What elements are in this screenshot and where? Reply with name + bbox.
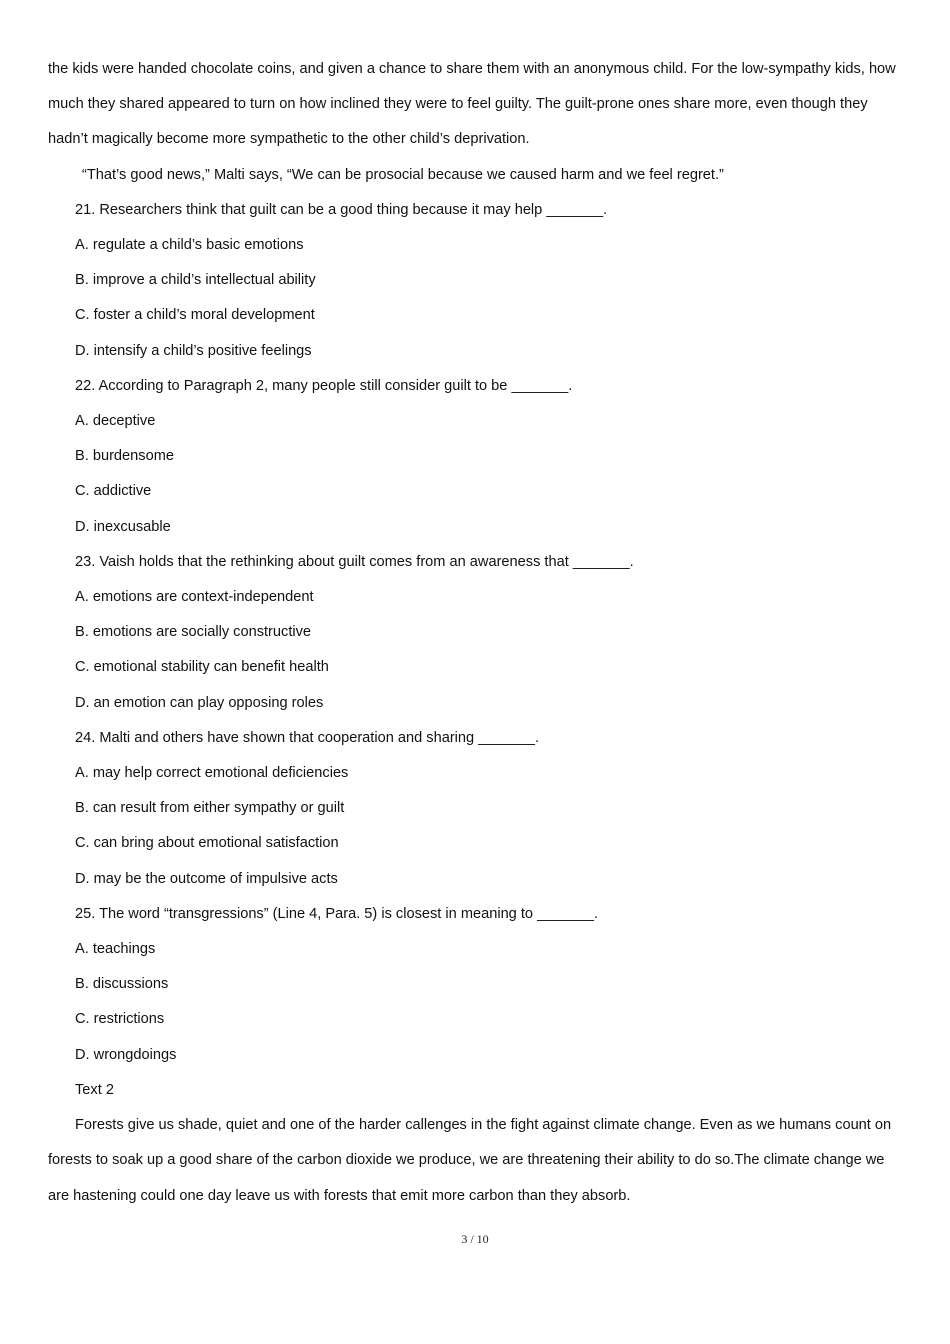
intro-line-2: much they shared appeared to turn on how inclined they were to feel guilty. The guilt-prone ones share more, even though they [48, 96, 868, 113]
page-content [48, 52, 904, 1214]
question-stem: 22. According to Paragraph 2, many people still consider guilt to be _______. [75, 377, 573, 394]
option-c: C. can bring about emotional satisfaction [75, 835, 339, 852]
option-c: C. restrictions [75, 1011, 165, 1028]
question-stem: 24. Malti and others have shown that cooperation and sharing _______. [75, 729, 540, 746]
question-stem: 25. The word “transgressions” (Line 4, Para. 5) is closest in meaning to _______. [75, 905, 598, 922]
option-b: B. burdensome [75, 448, 174, 465]
question-21 [48, 193, 904, 369]
option-a: A. regulate a child’s basic emotions [75, 237, 304, 254]
question-24 [48, 721, 904, 897]
text2-heading: Text 2 [75, 1081, 114, 1098]
option-d: D. may be the outcome of impulsive acts [75, 870, 338, 887]
option-b: B. can result from either sympathy or guilt [75, 800, 345, 817]
quote-paragraph: “That’s good news,” Malti says, “We can be prosocial because we caused harm and we feel regret.” [82, 166, 724, 183]
question-stem: 23. Vaish holds that the rethinking about guilt comes from an awareness that _______. [75, 553, 634, 570]
intro-line-1: the kids were handed chocolate coins, and given a chance to share them with an anonymous child. For the low-sympathy kids, how [48, 61, 896, 77]
page-number: 3 / 10 [461, 1232, 489, 1246]
option-c: C. addictive [75, 483, 152, 500]
text2-line-1: Forests give us shade, quiet and one of the harder callenges in the fight against climate change. Even as we humans count on [75, 1117, 892, 1134]
option-b: B. emotions are socially constructive [75, 624, 312, 641]
intro-line-3: hadn’t magically become more sympathetic to the other child’s deprivation. [48, 131, 530, 148]
option-b: B. improve a child’s intellectual ability [75, 272, 316, 289]
option-d: D. inexcusable [75, 518, 171, 535]
text2-line-3: are hastening could one day leave us with forests that emit more carbon than they absorb. [48, 1187, 631, 1204]
text2-line-2: forests to soak up a good share of the carbon dioxide we produce, we are threatening their ability to do so.The climate change we [48, 1152, 885, 1169]
question-25 [48, 897, 904, 1073]
option-a: A. emotions are context-independent [75, 589, 314, 606]
option-c: C. emotional stability can benefit health [75, 659, 329, 676]
text2-paragraph [48, 1108, 904, 1214]
option-c: C. foster a child’s moral development [75, 307, 315, 324]
question-22 [48, 369, 904, 545]
question-23 [48, 545, 904, 721]
option-a: A. teachings [75, 941, 156, 958]
intro-paragraph [48, 52, 904, 158]
question-stem: 21. Researchers think that guilt can be a good thing because it may help _______. [75, 201, 608, 218]
option-d: D. intensify a child’s positive feelings [75, 342, 312, 359]
option-d: D. wrongdoings [75, 1046, 177, 1063]
option-b: B. discussions [75, 976, 169, 993]
option-a: A. deceptive [75, 413, 156, 430]
option-a: A. may help correct emotional deficiencies [75, 765, 349, 782]
option-d: D. an emotion can play opposing roles [75, 694, 324, 711]
